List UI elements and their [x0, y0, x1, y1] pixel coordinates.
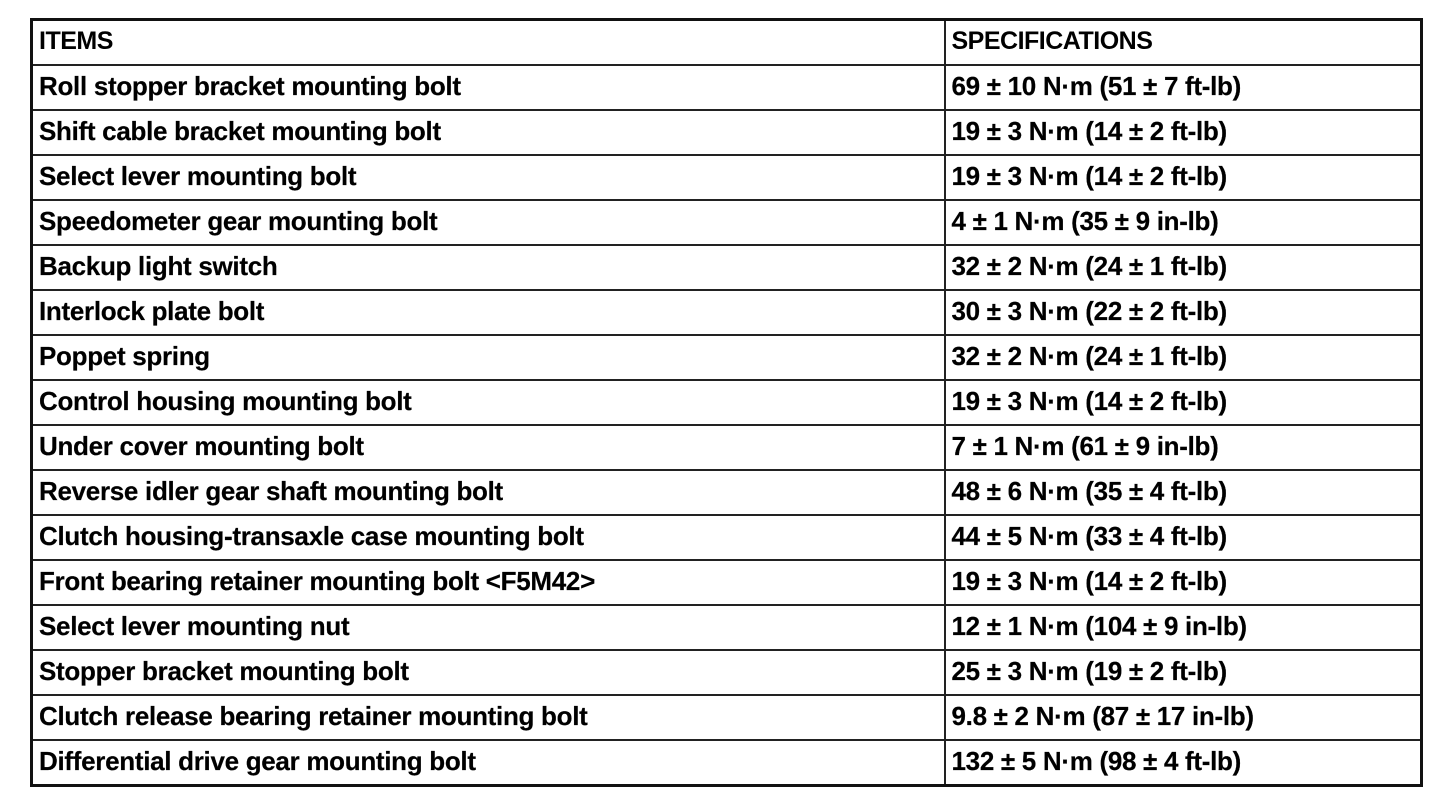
spec-cell: 30 ± 3 N·m (22 ± 2 ft-lb) [945, 290, 1422, 335]
spec-cell: 19 ± 3 N·m (14 ± 2 ft-lb) [945, 560, 1422, 605]
item-cell: Select lever mounting nut [32, 605, 945, 650]
torque-spec-table [30, 18, 1423, 787]
table-row [32, 200, 1422, 245]
table-row [32, 65, 1422, 110]
spec-cell: 44 ± 5 N·m (33 ± 4 ft-lb) [945, 515, 1422, 560]
table-row [32, 290, 1422, 335]
spec-cell: 19 ± 3 N·m (14 ± 2 ft-lb) [945, 110, 1422, 155]
table-row [32, 155, 1422, 200]
table-row [32, 335, 1422, 380]
spec-cell: 25 ± 3 N·m (19 ± 2 ft-lb) [945, 650, 1422, 695]
item-cell: Shift cable bracket mounting bolt [32, 110, 945, 155]
table-row [32, 425, 1422, 470]
table-row [32, 605, 1422, 650]
spec-cell: 132 ± 5 N·m (98 ± 4 ft-lb) [945, 740, 1422, 786]
item-cell: Roll stopper bracket mounting bolt [32, 65, 945, 110]
item-cell: Reverse idler gear shaft mounting bolt [32, 470, 945, 515]
spec-cell: 32 ± 2 N·m (24 ± 1 ft-lb) [945, 245, 1422, 290]
table-row [32, 560, 1422, 605]
table-row [32, 695, 1422, 740]
spec-cell: 9.8 ± 2 N·m (87 ± 17 in-lb) [945, 695, 1422, 740]
item-cell: Clutch housing-transaxle case mounting bolt [32, 515, 945, 560]
item-cell: Poppet spring [32, 335, 945, 380]
table-row [32, 245, 1422, 290]
spec-cell: 32 ± 2 N·m (24 ± 1 ft-lb) [945, 335, 1422, 380]
item-cell: Stopper bracket mounting bolt [32, 650, 945, 695]
spec-cell: 7 ± 1 N·m (61 ± 9 in-lb) [945, 425, 1422, 470]
item-cell: Backup light switch [32, 245, 945, 290]
item-cell: Differential drive gear mounting bolt [32, 740, 945, 786]
table-row [32, 380, 1422, 425]
header-row [32, 20, 1422, 66]
table-row [32, 110, 1422, 155]
item-cell: Clutch release bearing retainer mounting bolt [32, 695, 945, 740]
spec-cell: 19 ± 3 N·m (14 ± 2 ft-lb) [945, 380, 1422, 425]
item-cell: Interlock plate bolt [32, 290, 945, 335]
item-cell: Speedometer gear mounting bolt [32, 200, 945, 245]
items-column-header: ITEMS [32, 20, 945, 66]
table-row [32, 650, 1422, 695]
spec-cell: 69 ± 10 N·m (51 ± 7 ft-lb) [945, 65, 1422, 110]
table-row [32, 515, 1422, 560]
table-row [32, 740, 1422, 786]
item-cell: Front bearing retainer mounting bolt <F5M42> [32, 560, 945, 605]
spec-cell: 48 ± 6 N·m (35 ± 4 ft-lb) [945, 470, 1422, 515]
table-row [32, 470, 1422, 515]
item-cell: Control housing mounting bolt [32, 380, 945, 425]
spec-cell: 4 ± 1 N·m (35 ± 9 in-lb) [945, 200, 1422, 245]
item-cell: Select lever mounting bolt [32, 155, 945, 200]
specifications-column-header: SPECIFICATIONS [945, 20, 1422, 66]
spec-cell: 19 ± 3 N·m (14 ± 2 ft-lb) [945, 155, 1422, 200]
item-cell: Under cover mounting bolt [32, 425, 945, 470]
spec-cell: 12 ± 1 N·m (104 ± 9 in-lb) [945, 605, 1422, 650]
